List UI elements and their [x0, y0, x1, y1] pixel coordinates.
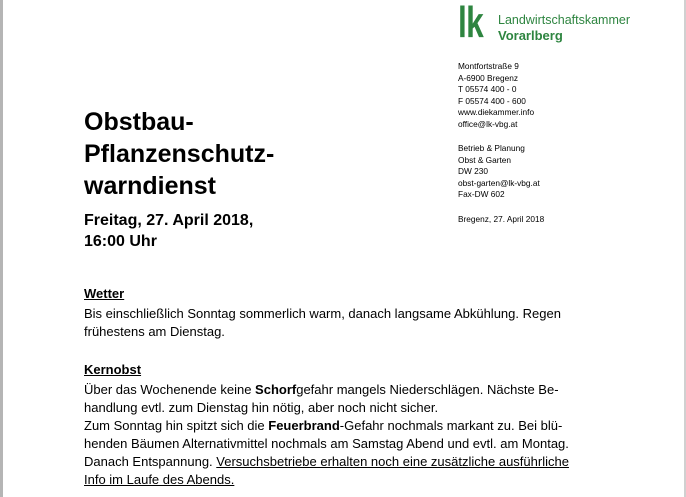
document-title [84, 106, 274, 202]
title-line-3: warndienst [84, 172, 216, 200]
section-heading-wetter: Wetter [84, 286, 125, 301]
section-heading-kernobst: Kernobst [84, 362, 142, 377]
kernobst-p2-underlined-1: Versuchsbetriebe erhalten noch eine zusätzliche ausführliche [216, 454, 569, 469]
kernobst-p2-line-2: henden Bäumen Alternativmittel nochmals am Samstag Abend und evtl. am Montag. [84, 436, 569, 451]
kernobst-p1-text-a: Über das Wochenende keine [84, 382, 256, 397]
wetter-line-1: Bis einschließlich Sonntag sommerlich warm, danach langsame Abkühlung. Regen [84, 306, 561, 321]
kernobst-paragraph-1 [84, 381, 604, 417]
keyword-feuerbrand: Feuerbrand [268, 418, 340, 433]
kernobst-p2-text-b: -Gefahr nochmals markant zu. Bei blü- [339, 418, 563, 433]
kernobst-p2-underlined-2: Info im Laufe des Abends. [84, 472, 235, 487]
title-line-2: Pflanzenschutz- [84, 140, 275, 168]
keyword-schorf: Schorf [255, 382, 297, 397]
address-dept2: Obst & Garten [458, 154, 512, 165]
wetter-paragraph [84, 305, 604, 341]
address-dept-email: obst-garten@lk-vbg.at [458, 177, 540, 188]
title-line-1: Obstbau- [84, 108, 194, 136]
kernobst-p2-line-3 [84, 453, 604, 471]
subtitle-line-1: Freitag, 27. April 2018, [84, 212, 254, 229]
kernobst-paragraph-2 [84, 417, 604, 489]
address-dw: DW 230 [458, 166, 488, 176]
subtitle-line-2: 16:00 Uhr [84, 233, 157, 250]
address-street: Montfortstraße 9 [458, 61, 519, 71]
address-email: office@lk-vbg.at [458, 118, 518, 129]
document-date-heading [84, 210, 253, 252]
kernobst-p2-line-1 [84, 417, 604, 435]
address-dept1: Betrieb & Planung [458, 143, 525, 153]
address-phone: T 05574 400 - 0 [458, 84, 517, 94]
address-fax: F 05574 400 - 600 [458, 95, 526, 106]
lk-logo [458, 0, 648, 47]
logo-mark: lk [458, 0, 483, 47]
kernobst-p2-text-c: Danach Entspannung. [84, 454, 217, 469]
kernobst-p2-text-a: Zum Sonntag hin spitzt sich die [84, 418, 269, 433]
kernobst-p1-line-2: handlung evtl. zum Dienstag hin nötig, aber noch nicht sicher. [84, 400, 439, 415]
address-city: A-6900 Bregenz [458, 72, 518, 83]
logo-name-line2: Vorarlberg [498, 28, 563, 43]
address-date: Bregenz, 27. April 2018 [458, 213, 545, 224]
address-block [458, 61, 544, 225]
address-fax-dw: Fax-DW 602 [458, 189, 505, 199]
address-web: www.diekammer.info [458, 107, 535, 117]
page-left-edge [0, 0, 3, 497]
kernobst-p1-text-b: gefahr mangels Niederschlägen. Nächste Be- [296, 382, 559, 397]
kernobst-p1-line-1 [84, 381, 604, 399]
logo-name-line1: Landwirtschaftskammer [498, 13, 630, 27]
wetter-line-2: frühestens am Dienstag. [84, 324, 225, 339]
